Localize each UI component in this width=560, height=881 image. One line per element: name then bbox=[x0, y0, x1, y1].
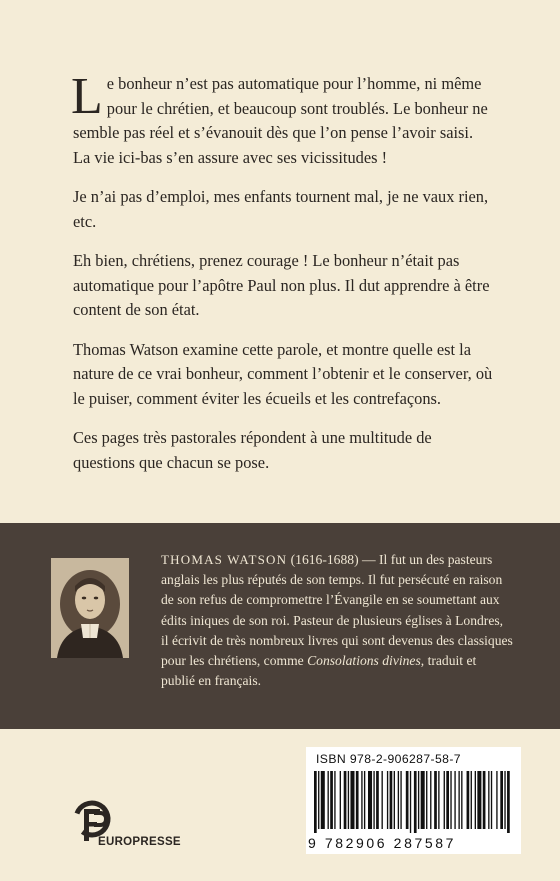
barcode-bar bbox=[340, 771, 341, 829]
book-title: Consolations divines bbox=[307, 653, 421, 669]
barcode-bar bbox=[318, 771, 319, 829]
barcode-bar bbox=[421, 771, 425, 829]
barcode-bar bbox=[314, 771, 317, 833]
barcode-bar bbox=[382, 771, 383, 829]
barcode-bar bbox=[348, 771, 349, 829]
blurb-paragraph-1 bbox=[71, 68, 493, 170]
barcode-bars-icon bbox=[312, 771, 515, 833]
barcode-bar bbox=[387, 771, 388, 829]
barcode-bar bbox=[390, 771, 393, 829]
author-name: THOMAS WATSON bbox=[161, 552, 288, 567]
barcode-bar bbox=[376, 771, 379, 829]
barcode-bar bbox=[454, 771, 455, 829]
author-portrait bbox=[51, 558, 129, 658]
barcode-bar bbox=[496, 771, 497, 829]
barcode-bar bbox=[334, 771, 335, 829]
author-dates: (1616-1688) bbox=[290, 552, 359, 567]
barcode-bar bbox=[504, 771, 505, 829]
barcode-bar bbox=[394, 771, 395, 829]
publisher-name: EUROPRESSE bbox=[98, 836, 181, 848]
barcode-bar bbox=[434, 771, 437, 829]
barcode-bar bbox=[406, 771, 409, 829]
barcode-bar bbox=[426, 771, 427, 829]
blurb-paragraph-4: Thomas Watson examine cette parole, et montre quelle est la nature de ce vrai bonheur, comment l’obtenir et le conserver, où le puiser, comment éviter les écueils et les contrefaçons. bbox=[73, 339, 493, 408]
isbn-barcode bbox=[306, 747, 521, 854]
author-bio-text-2: , traduit et publié en français. bbox=[161, 653, 477, 689]
barcode-bar bbox=[364, 771, 365, 829]
barcode-bar bbox=[344, 771, 347, 829]
portrait-engraving-icon bbox=[51, 558, 129, 658]
barcode-bar bbox=[488, 771, 489, 829]
barcode-bar bbox=[430, 771, 431, 829]
barcode-bar bbox=[438, 771, 439, 829]
barcode-bar bbox=[475, 771, 476, 829]
barcode-bar bbox=[458, 771, 459, 829]
barcode-bar bbox=[361, 771, 362, 829]
back-cover-blurb bbox=[71, 68, 493, 490]
drop-cap: L bbox=[71, 68, 103, 125]
barcode-digits: 9 782906 287587 bbox=[308, 835, 456, 851]
barcode-bar bbox=[410, 771, 411, 833]
barcode-bar bbox=[398, 771, 399, 829]
barcode-bar bbox=[507, 771, 510, 833]
barcode-bar bbox=[461, 771, 462, 829]
blurb-paragraph-2: Je n’ai pas d’emploi, mes enfants tournent mal, je ne vaux rien, etc. bbox=[73, 187, 489, 231]
blurb-paragraph-3: Eh bien, chrétiens, prenez courage ! Le bonheur n’était pas automatique pour l’apôtre Paul non plus. Il dut apprendre à être content de son état. bbox=[73, 251, 490, 319]
barcode-bar bbox=[500, 771, 503, 829]
publisher-logo bbox=[70, 797, 220, 857]
barcode-bar bbox=[483, 771, 486, 829]
isbn-label: ISBN 978-2-906287-58-7 bbox=[316, 752, 461, 766]
barcode-bar bbox=[400, 771, 401, 829]
barcode-bar bbox=[328, 771, 329, 829]
barcode-bar bbox=[491, 771, 492, 829]
barcode-bar bbox=[321, 771, 325, 829]
barcode-bar bbox=[444, 771, 445, 829]
barcode-bar bbox=[373, 771, 374, 829]
barcode-bar bbox=[330, 771, 333, 829]
barcode-bar bbox=[414, 771, 417, 833]
barcode-bar bbox=[350, 771, 354, 829]
blurb-paragraph-1-text: e bonheur n’est pas automatique pour l’homme, ni même pour le chrétien, et beaucoup sont troublés. Le bonheur ne semble pas réel et s’évanouit dès que l’on pense l’avoir saisi. La vie ici-bas s’en assure avec ses vicissitudes ! bbox=[73, 74, 488, 167]
author-bio-text-1: — Il fut un des pasteurs anglais les plus réputés de son temps. Il fut persécuté en raison de son refus de compromettre l’Évangile en se soumettant aux édits iniques de son roi. Pasteur de plusieurs églises à Londres, il écrivit de très nombreux livres qui sont devenus des classiques pour les chrétiens, comme bbox=[161, 552, 513, 669]
barcode-bar bbox=[368, 771, 372, 829]
europresse-logo-icon bbox=[70, 797, 130, 857]
barcode-bar bbox=[446, 771, 449, 829]
author-bio bbox=[161, 550, 513, 691]
barcode-bar bbox=[477, 771, 481, 829]
barcode-bar bbox=[467, 771, 470, 829]
barcode-bar bbox=[471, 771, 472, 829]
barcode-bar bbox=[418, 771, 419, 829]
barcode-bar bbox=[450, 771, 451, 829]
barcode-bar bbox=[356, 771, 359, 829]
blurb-paragraph-5: Ces pages très pastorales répondent à une multitude de questions que chacun se pose. bbox=[73, 428, 432, 472]
